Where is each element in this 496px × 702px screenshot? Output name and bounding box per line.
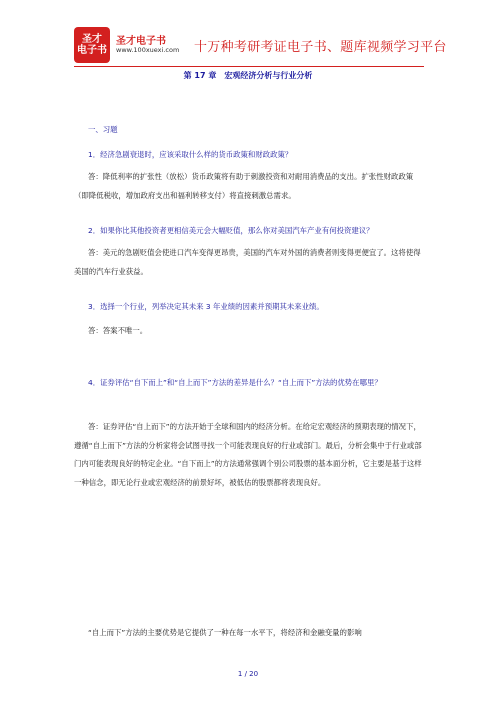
answer-4: 答：证券评估“自上而下”的方法开始于全球和国内的经济分析。在给定宏观经济的预期表现的情况下，遵循“自上而下”方法的分析家将会试图寻找一个可能表现良好的行业或部门。最后，分析会集中于行业或部门内可能表现良好的特定企业。“自下而上”的方法通常强调个别公司股票的基本面分析，它主要是基于这样一种信念，即无论行业或宏观经济的前景好坏，被低估的股票都将表现良好。 — [74, 422, 422, 487]
page-header — [0, 0, 496, 70]
logo — [74, 27, 110, 63]
chapter-title: 第 17 章 宏观经济分析与行业分析 — [183, 71, 313, 80]
question-3: 3．选择一个行业，列举决定其未来 3 年业绩的因素并预期其未来业绩。 — [88, 302, 324, 311]
answer-3: 答：答案不唯一。 — [88, 326, 148, 335]
answer-1: 答：降低利率的扩张性（放松）货币政策将有助于刺激投资和对耐用消费品的支出。扩张性财政政策（即降低税收，增加政府支出和福利转移支付）将直接刺激总需求。 — [74, 172, 414, 200]
brand-url[interactable]: www.100xuexi.com — [116, 46, 180, 54]
page-number: 1 / 20 — [237, 670, 259, 678]
question-2: 2．如果你比其他投资者更相信美元会大幅贬值，那么你对美国汽车产业有何投资建议？ — [88, 226, 374, 235]
question-4: 4．证券评估“自下而上”和“自上而下”方法的差异是什么？“自上而下”方法的优势在哪里？ — [88, 378, 382, 387]
logo-line2: 电子书 — [77, 45, 107, 56]
section-title: 一、习题 — [88, 125, 118, 134]
header-slogan: 十万种考研考证电子书、题库视频学习平台 — [194, 40, 447, 55]
question-1: 1．经济急剧衰退时，应该采取什么样的货币政策和财政政策？ — [88, 150, 293, 159]
header-divider — [74, 66, 424, 67]
answer-2: 答：美元的急剧贬值会使进口汽车变得更昂贵，美国的汽车对外国的消费者则变得更便宜了。这将使得美国的汽车行业获益。 — [74, 248, 421, 276]
logo-line1: 圣才 — [82, 34, 102, 45]
trailing-paragraph: “自上而下”方法的主要优势是它提供了一种在每一水平下，将经济和金融变量的影响 — [88, 628, 362, 637]
brand-name: 圣才电子书 — [116, 36, 166, 47]
